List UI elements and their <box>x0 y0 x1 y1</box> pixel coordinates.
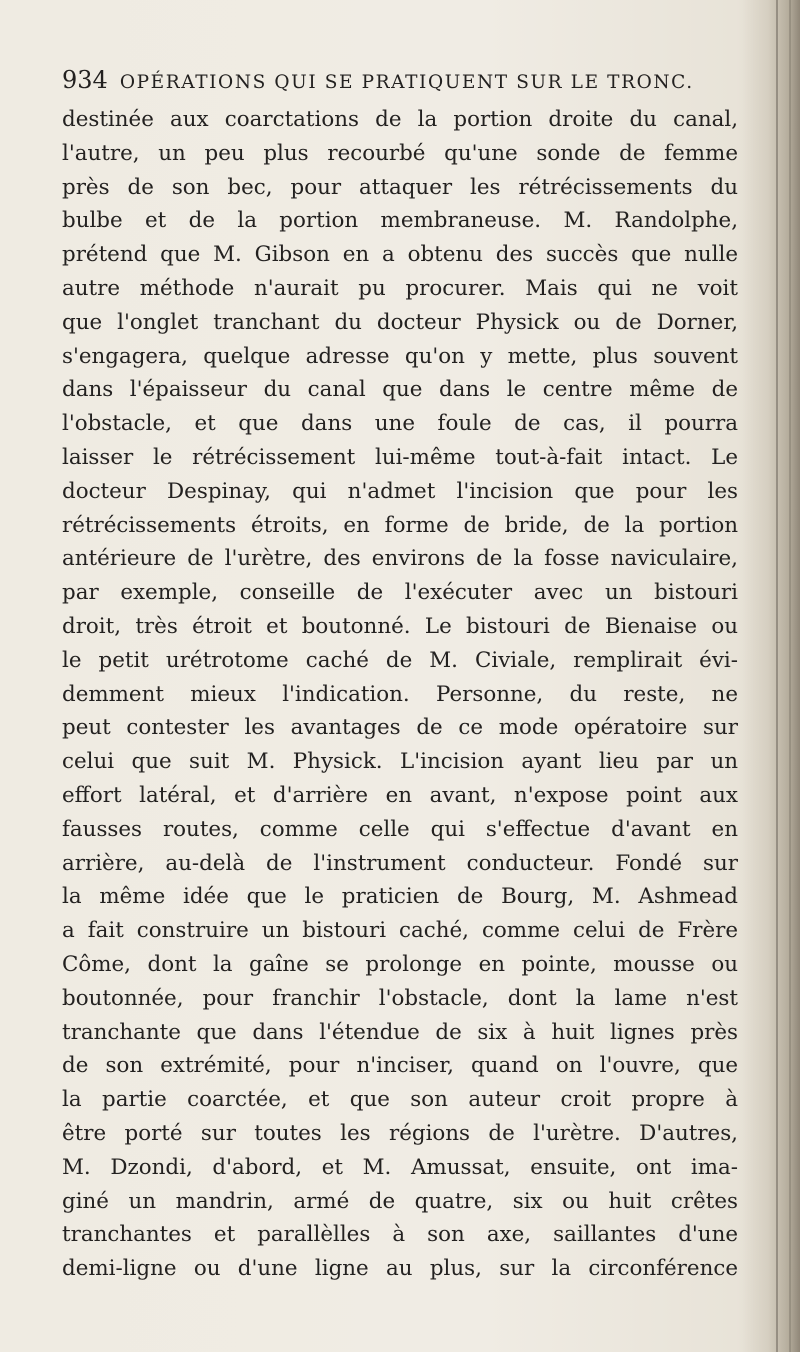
running-header <box>62 64 702 96</box>
text-line: tranchantes et parallèlles à son axe, saillantes d'une <box>62 1222 738 1248</box>
text-line: de son extrémité, pour n'inciser, quand on l'ouvre, que <box>62 1053 738 1079</box>
text-line: fausses routes, comme celle qui s'effectue d'avant en <box>62 816 738 842</box>
text-line: l'autre, un peu plus recourbé qu'une sonde de femme <box>62 140 738 166</box>
text-line: s'engagera, quelque adresse qu'on y mette, plus souvent <box>62 343 738 369</box>
page-number: 934 <box>62 66 108 94</box>
text-line: dans l'épaisseur du canal que dans le centre même de <box>62 377 738 403</box>
page-edge-line <box>789 0 791 1352</box>
text-line: par exemple, conseille de l'exécuter avec un bistouri <box>62 580 738 606</box>
text-line: prétend que M. Gibson en a obtenu des succès que nulle <box>62 242 738 268</box>
text-line: a fait construire un bistouri caché, comme celui de Frère <box>62 918 738 944</box>
text-line: Côme, dont la gaîne se prolonge en pointe, mousse ou <box>62 951 738 977</box>
text-line: docteur Despinay, qui n'admet l'incision que pour les <box>62 478 738 504</box>
text-line: boutonnée, pour franchir l'obstacle, dont la lame n'est <box>62 985 738 1011</box>
text-line: l'obstacle, et que dans une foule de cas, il pourra <box>62 411 738 437</box>
page-edge-line <box>776 0 778 1352</box>
text-line: peut contester les avantages de ce mode opératoire sur <box>62 715 738 741</box>
text-line: que l'onglet tranchant du docteur Physick ou de Dorner, <box>62 309 738 335</box>
text-line: antérieure de l'urètre, des environs de la fosse naviculaire, <box>62 546 738 572</box>
text-line: près de son bec, pour attaquer les rétrécissements du <box>62 174 738 200</box>
text-line: demi-ligne ou d'une ligne au plus, sur la circonférence <box>62 1256 738 1282</box>
text-line: autre méthode n'aurait pu procurer. Mais qui ne voit <box>62 275 738 301</box>
text-line: M. Dzondi, d'abord, et M. Amussat, ensuite, ont ima- <box>62 1154 738 1180</box>
text-line: être porté sur toutes les régions de l'urètre. D'autres, <box>62 1120 738 1146</box>
text-line: effort latéral, et d'arrière en avant, n'expose point aux <box>62 782 738 808</box>
text-line: la partie coarctée, et que son auteur croit propre à <box>62 1087 738 1113</box>
text-line: laisser le rétrécissement lui-même tout-à-fait intact. Le <box>62 444 738 470</box>
text-line: tranchante que dans l'étendue de six à huit lignes près <box>62 1019 738 1045</box>
text-line: destinée aux coarctations de la portion droite du canal, <box>62 107 738 132</box>
text-line: droit, très étroit et boutonné. Le bistouri de Bienaise ou <box>62 613 738 639</box>
text-line: la même idée que le praticien de Bourg, M. Ashmead <box>62 884 738 910</box>
text-line: demment mieux l'indication. Personne, du reste, ne <box>62 681 738 707</box>
text-line: celui que suit M. Physick. L'incision ayant lieu par un <box>62 749 738 775</box>
text-line: le petit urétrotome caché de M. Civiale, remplirait évi- <box>62 647 738 673</box>
text-line: bulbe et de la portion membraneuse. M. Randolphe, <box>62 208 738 234</box>
text-line: arrière, au-delà de l'instrument conducteur. Fondé sur <box>62 850 738 876</box>
page-edge-shadow <box>742 0 800 1352</box>
text-line: rétrécissements étroits, en forme de bride, de la portion <box>62 512 738 538</box>
text-line: giné un mandrin, armé de quatre, six ou huit crêtes <box>62 1188 738 1214</box>
body-text <box>62 103 738 1286</box>
running-head-title: OPÉRATIONS QUI SE PRATIQUENT SUR LE TRONC. <box>119 72 694 93</box>
